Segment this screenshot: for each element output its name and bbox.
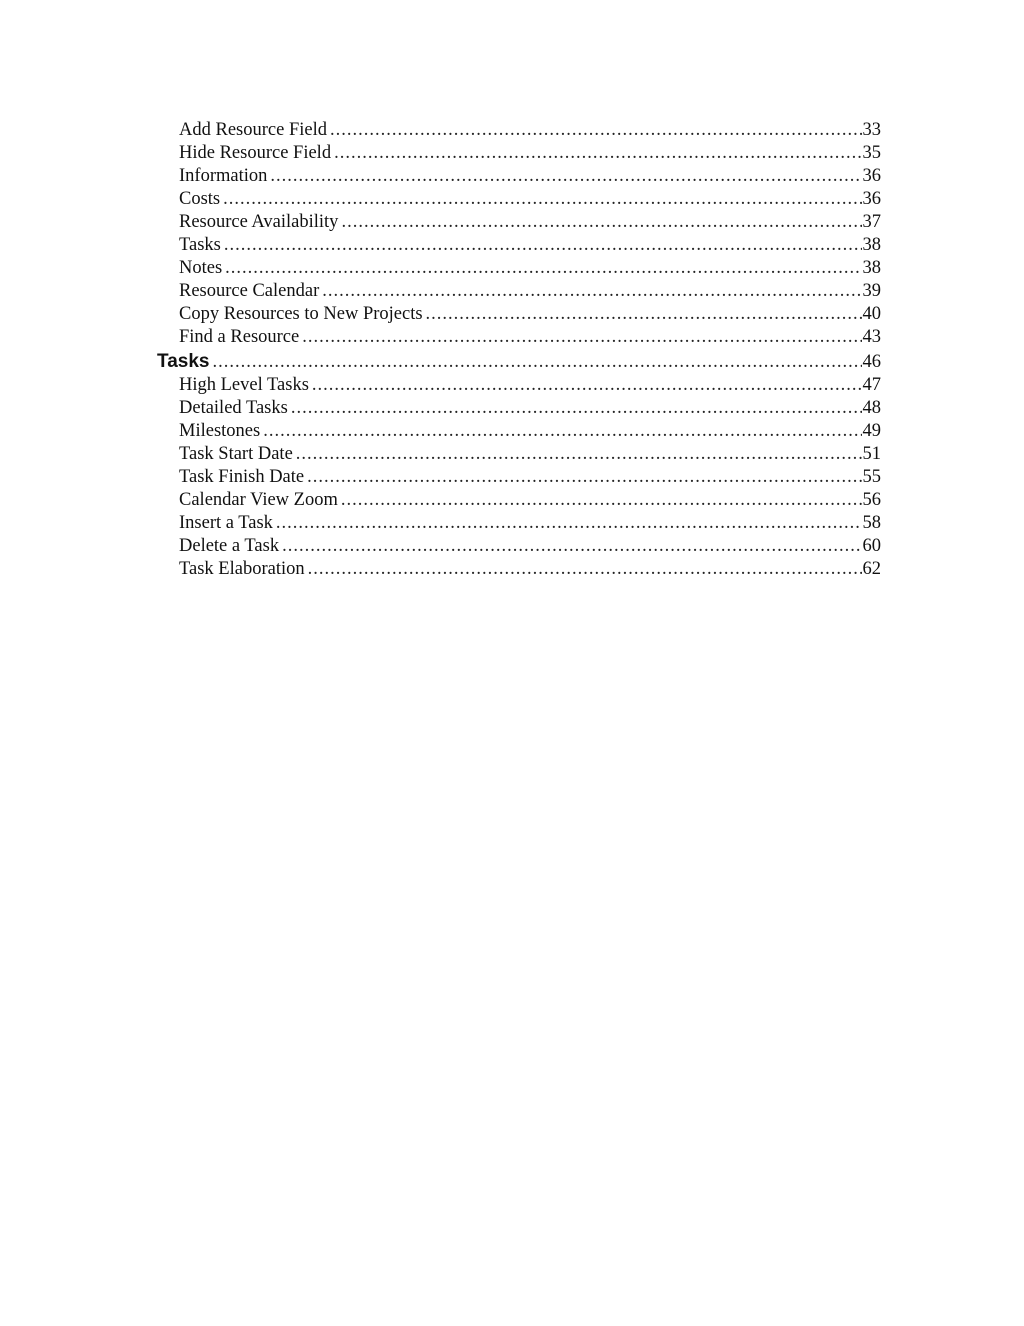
toc-entry-title: Hide Resource Field (179, 143, 332, 163)
toc-entry-title: Insert a Task (179, 513, 273, 533)
toc-entry[interactable] (157, 326, 881, 349)
toc-dot-leader (312, 374, 862, 397)
toc-dot-leader (341, 211, 861, 234)
toc-entry[interactable] (157, 443, 881, 466)
toc-section-title: Tasks (157, 351, 210, 372)
toc-section-page: 46 (862, 352, 881, 372)
toc-dot-leader (308, 558, 862, 581)
toc-entry-title: Task Elaboration (179, 559, 305, 579)
toc-entry[interactable] (157, 303, 881, 326)
toc-entry[interactable] (157, 142, 881, 165)
toc-entry-page: 33 (862, 120, 881, 140)
toc-entry[interactable] (157, 119, 881, 142)
toc-entry-page: 51 (862, 444, 881, 464)
toc-entry-title: Add Resource Field (179, 120, 327, 140)
toc-entry-title: Task Finish Date (179, 467, 305, 487)
toc-entry-title: Copy Resources to New Projects (179, 304, 423, 324)
toc-entry[interactable] (157, 489, 881, 512)
toc-entry-page: 36 (862, 166, 881, 186)
toc-dot-leader (302, 326, 861, 349)
toc-entry-title: Tasks (179, 235, 221, 255)
toc-entry-page: 47 (862, 375, 881, 395)
toc-entry[interactable] (157, 558, 881, 581)
table-of-contents (157, 119, 881, 581)
toc-dot-leader (341, 489, 862, 512)
toc-entry-page: 48 (862, 398, 881, 418)
toc-entry-title: Task Start Date (179, 444, 293, 464)
toc-entry[interactable] (157, 397, 881, 420)
toc-entry[interactable] (157, 466, 881, 489)
toc-entry[interactable] (157, 280, 881, 303)
toc-entry-page: 55 (862, 467, 881, 487)
toc-entry-title: Resource Calendar (179, 281, 320, 301)
toc-entry-title: Costs (179, 189, 221, 209)
toc-entry-title: Calendar View Zoom (179, 490, 338, 510)
toc-entry-page: 38 (862, 235, 881, 255)
toc-entry-title: High Level Tasks (179, 375, 309, 395)
toc-dot-leader (270, 165, 861, 188)
toc-entry[interactable] (157, 211, 881, 234)
toc-dot-leader (276, 512, 862, 535)
toc-entry-page: 36 (862, 189, 881, 209)
toc-entry-page: 43 (862, 327, 881, 347)
toc-entry[interactable] (157, 234, 881, 257)
toc-entry[interactable] (157, 535, 881, 558)
toc-entry-page: 58 (862, 513, 881, 533)
toc-entry-title: Detailed Tasks (179, 398, 288, 418)
toc-entry-page: 38 (862, 258, 881, 278)
toc-entry[interactable] (157, 512, 881, 535)
toc-entry-title: Notes (179, 258, 223, 278)
toc-dot-leader (307, 466, 861, 489)
toc-entry[interactable] (157, 165, 881, 188)
toc-entry[interactable] (157, 188, 881, 211)
toc-dot-leader (263, 420, 861, 443)
toc-entry-page: 60 (862, 536, 881, 556)
toc-dot-leader (334, 142, 861, 165)
toc-entry-title: Resource Availability (179, 212, 339, 232)
toc-entry-page: 62 (862, 559, 881, 579)
toc-entry-page: 37 (862, 212, 881, 232)
toc-entry-title: Find a Resource (179, 327, 300, 347)
toc-entry-title: Milestones (179, 421, 261, 441)
toc-dot-leader (225, 257, 861, 280)
toc-entry-page: 35 (862, 143, 881, 163)
toc-entry-title: Information (179, 166, 268, 186)
toc-entry[interactable] (157, 257, 881, 280)
toc-dot-leader (296, 443, 862, 466)
toc-entry-page: 39 (862, 281, 881, 301)
toc-dot-leader (212, 350, 861, 375)
toc-dot-leader (330, 119, 862, 142)
toc-entry[interactable] (157, 374, 881, 397)
toc-entry[interactable] (157, 420, 881, 443)
toc-entry-page: 56 (862, 490, 881, 510)
toc-entry-title: Delete a Task (179, 536, 280, 556)
toc-dot-leader (223, 188, 861, 211)
toc-dot-leader (282, 535, 861, 558)
toc-dot-leader (322, 280, 861, 303)
toc-dot-leader (426, 303, 862, 326)
toc-dot-leader (291, 397, 862, 420)
toc-entry-page: 40 (862, 304, 881, 324)
toc-entry-page: 49 (862, 421, 881, 441)
toc-section-heading[interactable] (157, 349, 881, 374)
toc-dot-leader (224, 234, 862, 257)
